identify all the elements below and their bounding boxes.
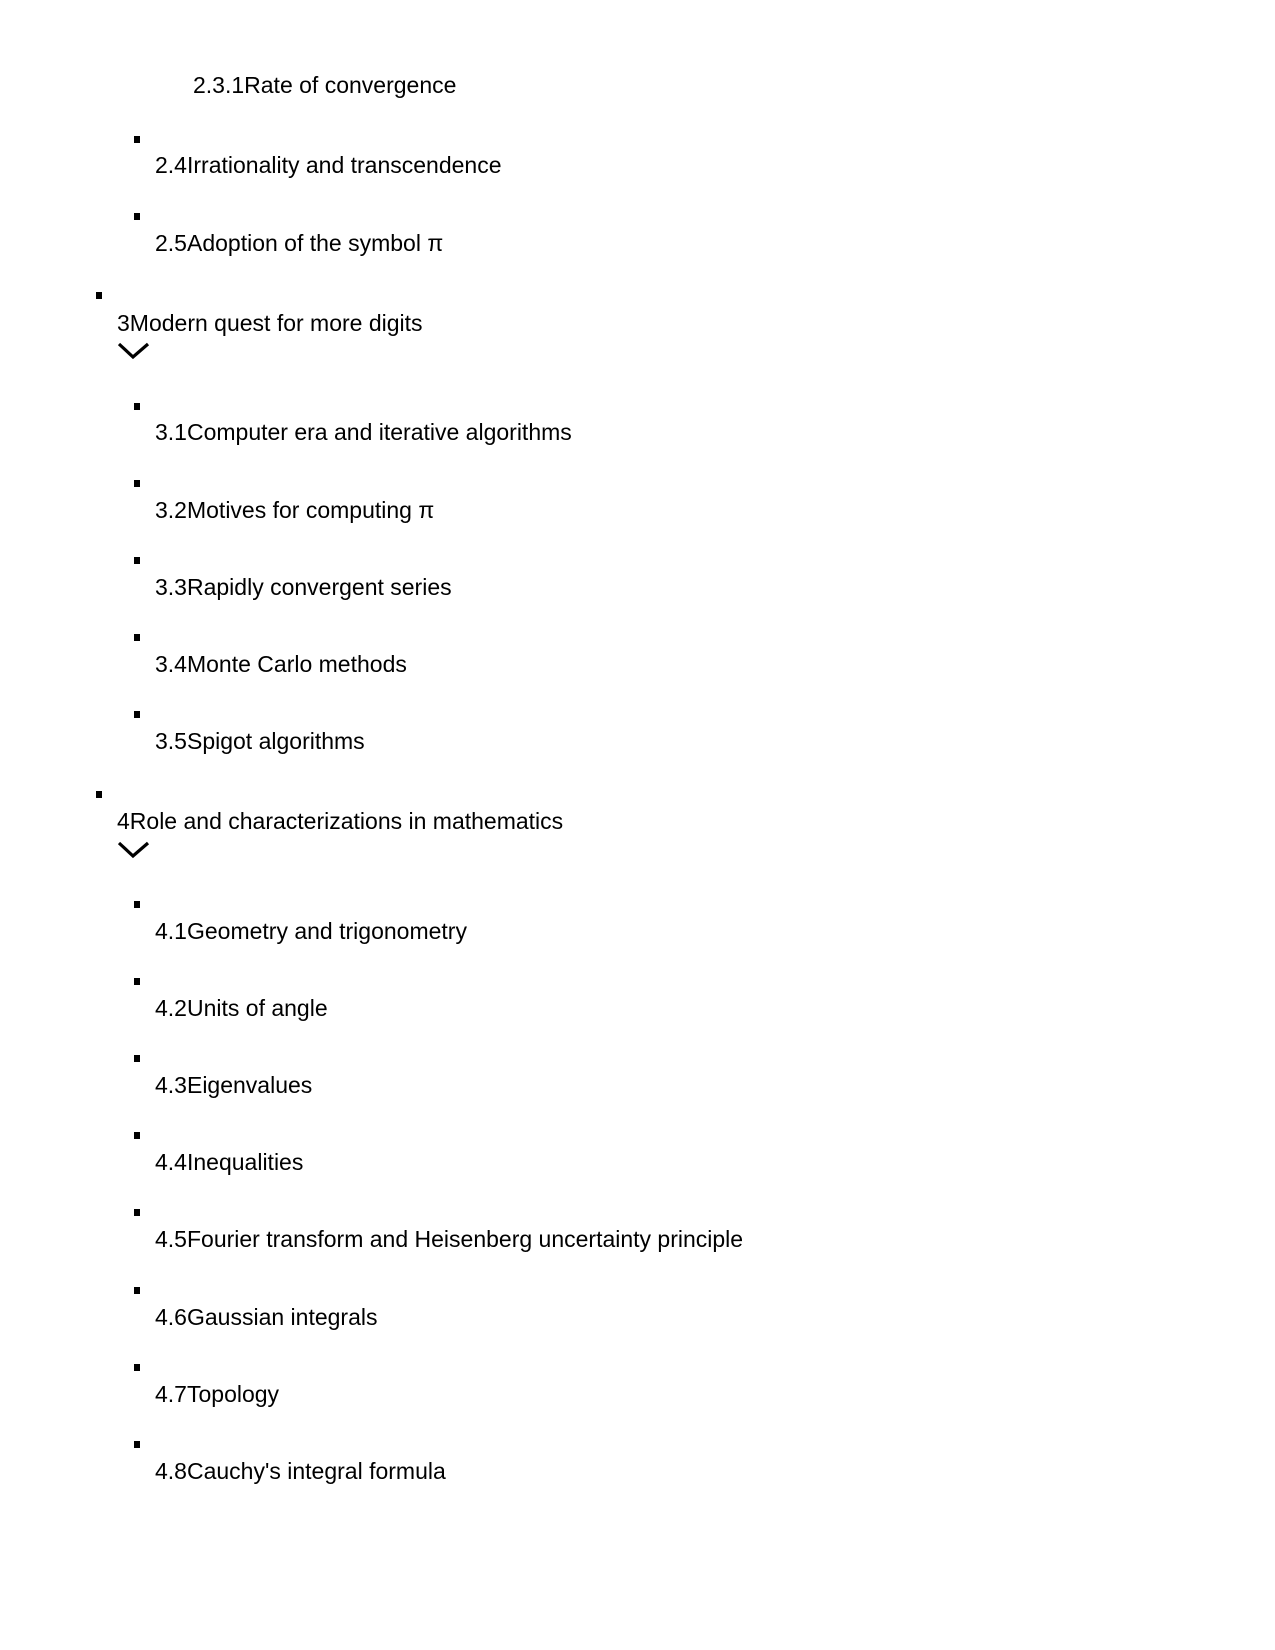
- toc-link-2-5[interactable]: [155, 229, 443, 257]
- toc-number: 3.5: [155, 728, 187, 754]
- bullet-icon: [134, 1364, 140, 1371]
- bullet-icon: [134, 1209, 140, 1216]
- toc-number: 4.4: [155, 1149, 187, 1175]
- toc-text: Modern quest for more digits: [129, 310, 423, 336]
- toc-number: 4.3: [155, 1072, 187, 1098]
- toc-text: Adoption of the symbol π: [186, 230, 444, 256]
- toc-number: 3.1: [155, 419, 187, 445]
- toc-number: 4.2: [155, 995, 187, 1021]
- toc-text: Cauchy's integral formula: [186, 1458, 446, 1484]
- bullet-icon: [134, 213, 140, 220]
- toc-number: 4.7: [155, 1381, 187, 1407]
- toc-text: Topology: [186, 1381, 280, 1407]
- toc-number: 4.5: [155, 1226, 187, 1252]
- toc-number: 4.6: [155, 1304, 187, 1330]
- chevron-down-icon[interactable]: [116, 341, 152, 365]
- toc-text: Rate of convergence: [244, 72, 457, 98]
- toc-link-3-1[interactable]: [155, 418, 572, 446]
- toc-number: 2.3.1: [193, 72, 245, 98]
- bullet-icon: [96, 791, 102, 798]
- bullet-icon: [134, 403, 140, 410]
- toc-link-3-5[interactable]: [155, 727, 365, 755]
- toc-number: 3: [117, 310, 130, 336]
- toc-link-4-1[interactable]: [155, 917, 467, 945]
- toc-link-2-3-1[interactable]: [193, 71, 456, 99]
- toc-number: 3.3: [155, 574, 187, 600]
- bullet-icon: [134, 480, 140, 487]
- toc-link-4-6[interactable]: [155, 1303, 377, 1331]
- toc-text: Monte Carlo methods: [186, 651, 407, 677]
- toc-link-3-4[interactable]: [155, 650, 407, 678]
- toc-text: Computer era and iterative algorithms: [186, 419, 572, 445]
- toc-link-4-4[interactable]: [155, 1148, 303, 1176]
- bullet-icon: [134, 557, 140, 564]
- toc-text: Motives for computing π: [186, 497, 435, 523]
- toc-number: 3.4: [155, 651, 187, 677]
- bullet-icon: [134, 136, 140, 143]
- toc-link-3[interactable]: [117, 309, 423, 337]
- toc-number: 3.2: [155, 497, 187, 523]
- toc-text: Geometry and trigonometry: [186, 918, 467, 944]
- toc-text: Rapidly convergent series: [186, 574, 452, 600]
- toc-link-4-7[interactable]: [155, 1380, 279, 1408]
- bullet-icon: [134, 1441, 140, 1448]
- toc-number: 4.8: [155, 1458, 187, 1484]
- bullet-icon: [134, 1055, 140, 1062]
- toc-text: Units of angle: [186, 995, 328, 1021]
- toc-number: 4: [117, 808, 130, 834]
- toc-link-4-2[interactable]: [155, 994, 328, 1022]
- toc-text: Inequalities: [186, 1149, 304, 1175]
- toc-link-2-4[interactable]: [155, 151, 502, 179]
- toc-number: 2.5: [155, 230, 187, 256]
- bullet-icon: [134, 634, 140, 641]
- toc-link-4-5[interactable]: [155, 1225, 743, 1253]
- bullet-icon: [134, 901, 140, 908]
- toc-link-3-3[interactable]: [155, 573, 452, 601]
- toc-text: Irrationality and transcendence: [186, 152, 502, 178]
- toc-text: Role and characterizations in mathematics: [129, 808, 564, 834]
- toc-number: 2.4: [155, 152, 187, 178]
- toc-text: Fourier transform and Heisenberg uncertainty principle: [186, 1226, 744, 1252]
- bullet-icon: [134, 711, 140, 718]
- toc-link-3-2[interactable]: [155, 496, 434, 524]
- bullet-icon: [96, 292, 102, 299]
- toc-link-4-8[interactable]: [155, 1457, 446, 1485]
- toc-text: Eigenvalues: [186, 1072, 313, 1098]
- toc-text: Spigot algorithms: [186, 728, 365, 754]
- bullet-icon: [134, 978, 140, 985]
- toc-link-4-3[interactable]: [155, 1071, 312, 1099]
- toc-number: 4.1: [155, 918, 187, 944]
- bullet-icon: [134, 1132, 140, 1139]
- toc-text: Gaussian integrals: [186, 1304, 378, 1330]
- toc-link-4[interactable]: [117, 807, 563, 835]
- bullet-icon: [134, 1287, 140, 1294]
- chevron-down-icon[interactable]: [116, 840, 152, 864]
